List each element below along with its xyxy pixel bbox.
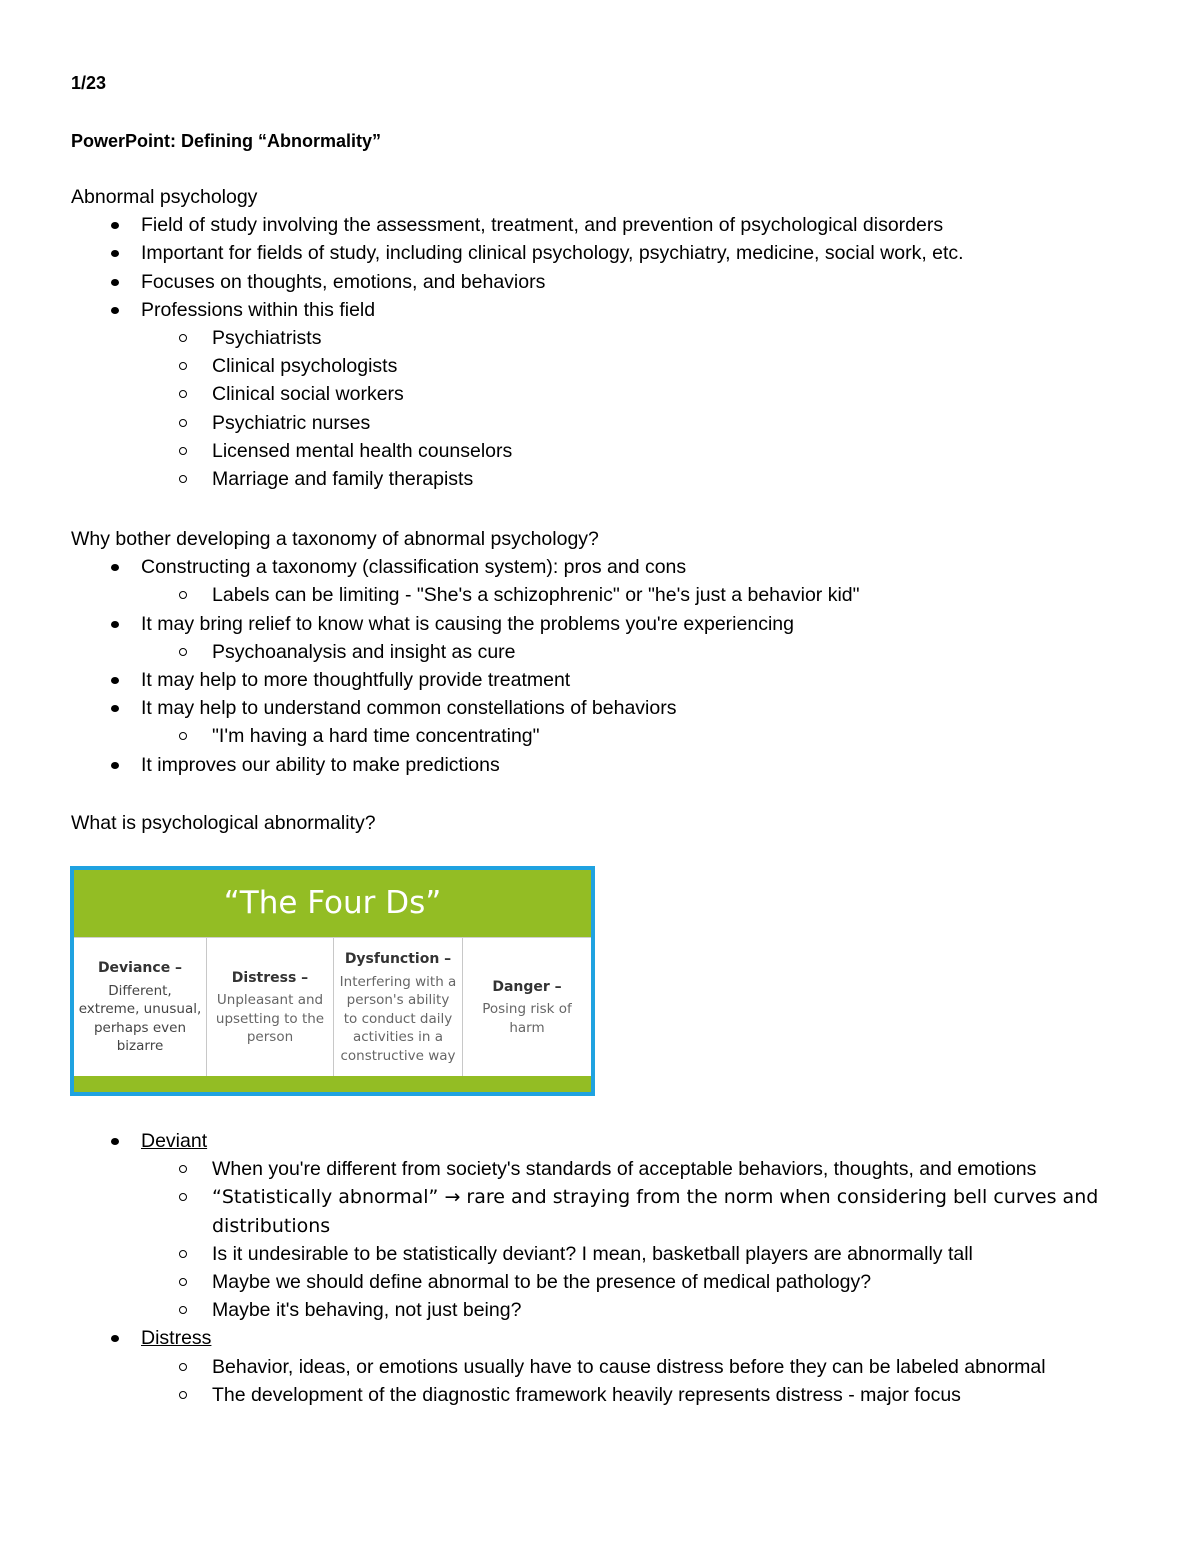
distress-label: Distress [141,1327,212,1350]
bullet-icon [111,621,119,628]
figure-cell-distress [207,938,334,1077]
circle-bullet-icon [179,475,187,483]
figure-cell-deviance [74,938,207,1077]
note-title: PowerPoint: Defining “Abnormality” [71,131,382,151]
circle-bullet-icon [179,419,187,427]
sub-list-item: Psychoanalysis and insight as cure [71,638,1151,666]
circle-bullet-icon [179,1363,187,1371]
sub-list-item: Psychiatrists [71,324,1151,352]
cell-heading: Deviance – [97,960,183,977]
circle-bullet-icon [179,732,187,740]
section-abnormal-psychology [71,183,1151,493]
cell-heading: Distress – [231,969,309,986]
bullet-icon [111,307,119,314]
section-heading: Why bother developing a taxonomy of abnormal psychology? [71,528,599,550]
list-item: Professions within this field [71,296,1151,324]
sub-list-item: "I'm having a hard time concentrating" [71,722,1151,750]
bullet-icon [111,1335,119,1342]
sub-list-item: Marriage and family therapists [71,465,1151,493]
sub-list-item: Clinical psychologists [71,352,1151,380]
list-item: Focuses on thoughts, emotions, and behaviors [71,268,1151,296]
cell-heading: Dysfunction – [344,951,452,967]
bullet-icon [111,1138,119,1145]
circle-bullet-icon [179,1278,187,1286]
section-four-ds-notes [71,1127,1151,1409]
sub-list-item: Is it undesirable to be statistically deviant? I mean, basketball players are abnormally tall [71,1240,1151,1268]
sub-list-item: “Statistically abnormal” → rare and straying from the norm when considering bell curves and distributions [71,1183,1151,1239]
cell-body: Unpleasant and upsetting to the person [215,992,325,1045]
section-heading: What is psychological abnormality? [71,812,376,834]
circle-bullet-icon [179,1250,187,1258]
bullet-icon [111,250,119,257]
circle-bullet-icon [179,1165,187,1173]
bullet-list [71,1127,1151,1409]
sub-list-item: Maybe we should define abnormal to be the presence of medical pathology? [71,1268,1151,1296]
circle-bullet-icon [179,1391,187,1399]
circle-bullet-icon [179,591,187,599]
bullet-icon [111,705,119,712]
sub-list-item: Behavior, ideas, or emotions usually have to cause distress before they can be labeled abnormal [71,1353,1151,1381]
circle-bullet-icon [179,447,187,455]
deviant-label: Deviant [141,1130,208,1152]
note-date: 1/23 [71,73,107,93]
list-item: Field of study involving the assessment, treatment, and prevention of psychological disorders [71,211,1151,239]
list-item: Important for fields of study, including clinical psychology, psychiatry, medicine, social work, etc. [71,239,1151,267]
circle-bullet-icon [179,334,187,342]
figure-footer-band [74,1076,591,1092]
circle-bullet-icon [179,362,187,370]
sub-list-item: Maybe it's behaving, not just being? [71,1296,1151,1324]
section-heading: Abnormal psychology [71,186,258,208]
bullet-icon [111,762,119,769]
list-item: It may help to more thoughtfully provide treatment [71,666,1151,694]
cell-body: Interfering with a person's ability to conduct daily activities in a constructive way [339,973,457,1064]
bullet-icon [111,564,119,571]
bullet-icon [111,677,119,684]
sub-list-item: Labels can be limiting - "She's a schizophrenic" or "he's just a behavior kid" [71,581,1151,609]
figure-cell-danger [463,938,591,1077]
bullet-list [71,553,1151,779]
sub-list-item: Clinical social workers [71,380,1151,408]
figure-title: “The Four Ds” [74,870,591,937]
list-item: It improves our ability to make predictions [71,751,1151,779]
sub-list-item: The development of the diagnostic framework heavily represents distress - major focus [71,1381,1151,1409]
section-taxonomy [71,525,1151,779]
circle-bullet-icon [179,390,187,398]
circle-bullet-icon [179,1306,187,1314]
sub-list-item: Psychiatric nurses [71,409,1151,437]
cell-body: Posing risk of harm [482,1001,572,1036]
figure-cell-dysfunction [334,938,463,1077]
circle-bullet-icon [179,648,187,656]
bullet-list [71,211,1151,493]
list-item: Constructing a taxonomy (classification system): pros and cons [71,553,1151,581]
bullet-icon [111,279,119,286]
circle-bullet-icon [179,1193,187,1201]
cell-heading: Danger – [492,978,562,995]
bullet-icon [111,222,119,229]
sub-list-item: When you're different from society's standards of acceptable behaviors, thoughts, and emotions [71,1155,1151,1183]
cell-body: Different, extreme, unusual, perhaps even bizarre [78,982,202,1055]
list-item: It may help to understand common constellations of behaviors [71,694,1151,722]
list-item [71,1324,1151,1352]
list-item: It may bring relief to know what is causing the problems you're experiencing [71,610,1151,638]
four-ds-figure [70,866,595,1096]
sub-list-item: Licensed mental health counselors [71,437,1151,465]
list-item [71,1127,1151,1155]
figure-cells [74,937,591,1077]
section-abnormality [71,809,1151,837]
